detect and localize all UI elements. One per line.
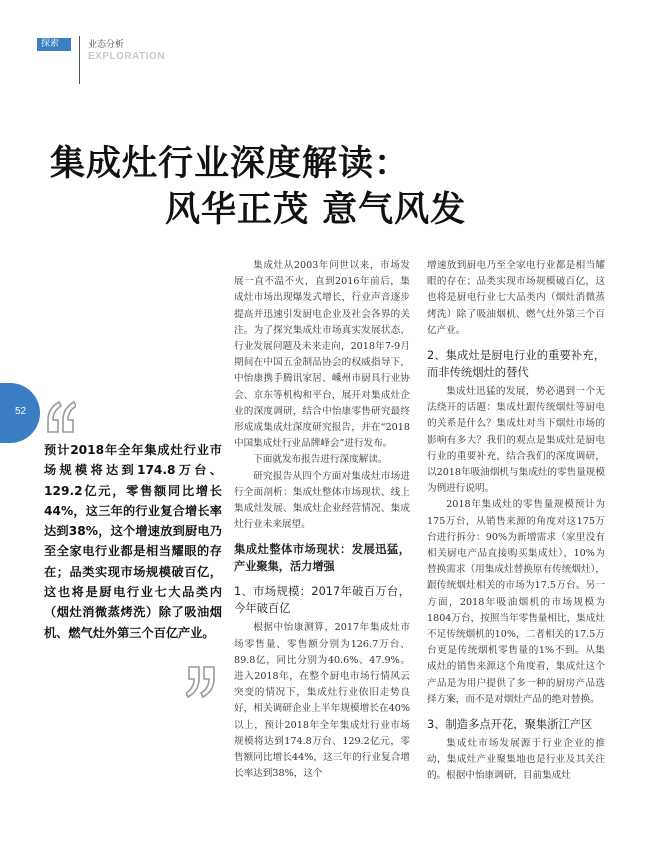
paragraph: 集成灶从2003年问世以来，市场发展一直不温不火，直到2016年前后，集成灶市场出现爆发式增长，行业声音逐步提高并迅速引发厨电企业及社会各界的关注。为了探究集成灶市场真实发展状态、行业发展问题及未来走向，2018年7-9月期间在中国五金制品协会的权威指导下，中怡康携手腾讯家居、嵊州市厨具行业协会、京东等机构和平台，展开对集成灶企业的深度调研，结合中怡康零售研究最终形成成集成灶深度研究报告，并在“2018中国集成灶行业品牌峰会”进行发布。 bbox=[234, 260, 410, 450]
page-number: 52 bbox=[15, 406, 27, 417]
body-column-middle bbox=[234, 258, 410, 782]
section-tag: 探索 bbox=[37, 38, 71, 51]
paragraph: 增速放到厨电乃至全家电行业都是相当耀眼的存在；品类实现市场规模破百亿，这也将是厨电行业七大品类内（烟灶消微蒸烤洗）除了吸油烟机、燃气灶外第三个百亿产业。 bbox=[427, 260, 605, 336]
article-subtitle: 风华正茂 意气风发 bbox=[165, 190, 467, 230]
section-name-en: EXPLORATION bbox=[88, 51, 165, 62]
paragraph: 2018年集成灶的零售量规模预计为175万台，从销售来源的角度对这175万台进行拆分：90%为新增需求（家里没有相关厨电产品直接购买集成灶），10%为替换需求（用集成灶替换原有传统烟灶），跟传统烟灶相关的市场为17.5万台。另一方面，2018年吸油烟机的市场规模为1804万台，按照当年零售量相比，集成灶不足传统烟机的10%，二者相关的17.5万台更是传统烟机零售量的1%不到。从集成灶的销售来源这个角度看，集成灶这个产品是为用户提供了多一种的厨房产品选择方案，而不是对烟灶产品的绝对替换。 bbox=[427, 499, 605, 705]
subsection-heading: 集成灶整体市场现状：发展迅猛，产业聚集，活力增强 bbox=[234, 543, 410, 574]
section-name: 业态分析 bbox=[88, 40, 125, 50]
section-heading: 2、集成灶是厨电行业的重要补充，而非传统烟灶的替代 bbox=[427, 349, 605, 380]
body-column-right bbox=[427, 258, 605, 785]
paragraph: 研究报告从四个方面对集成灶市场进行全面剖析：集成灶整体市场现状、线上集成灶发展、集成灶企业经营情况、集成灶行业未来展望。 bbox=[234, 470, 410, 531]
pull-quote: 预计2018年全年集成灶行业市场规模将达到174.8万台、129.2亿元，零售额同比增长44%，这三年的行业复合增长率达到38%，这个增速放到厨电乃至全家电行业都是相当耀眼的存在；品类实现市场规模破百亿，这也将是厨电行业七大品类内（烟灶消微蒸烤洗）除了吸油烟机、燃气灶外第三个百亿产业。 bbox=[44, 443, 222, 640]
section-heading: 1、市场规模：2017年破百万台，今年破百亿 bbox=[234, 585, 410, 616]
open-quote-icon bbox=[46, 400, 76, 434]
paragraph: 集成灶迅猛的发展，势必遇到一个无法绕开的话题：集成灶跟传统烟灶等厨电的关系是什么？集成灶对当下烟灶市场的影响有多大？我们的观点是集成灶是厨电行业的重要补充，结合我们的深度调研，以2018年吸油烟机与集成灶的零售量规模为例进行说明。 bbox=[427, 386, 605, 495]
paragraph: 下面就发布报告进行深度解读。 bbox=[253, 454, 388, 466]
paragraph: 集成灶市场发展源于行业企业的推动，集成灶产业聚集地也是行业及其关注的。根据中怡康调研，目前集成灶 bbox=[427, 738, 605, 782]
paragraph: 根据中怡康测算，2017年集成灶市场零售量、零售额分别为126.7万台、89.8亿，同比分别为40.6%、47.9%。进入2018年，在整个厨电市场行情风云突变的情况下，集成灶行业依旧走势良好，相关调研企业上半年规模增长在40%以上，预计2018年全年集成灶行业市场规模将达到174.8万台、129.2亿元，零售额同比增长44%，这三年的行业复合增长率达到38%，这个 bbox=[234, 622, 410, 780]
header-divider bbox=[79, 36, 80, 84]
article-title: 集成灶行业深度解读： bbox=[50, 144, 411, 184]
section-heading: 3、制造多点开花，聚集浙江产区 bbox=[427, 718, 593, 732]
close-quote-icon bbox=[186, 665, 216, 699]
